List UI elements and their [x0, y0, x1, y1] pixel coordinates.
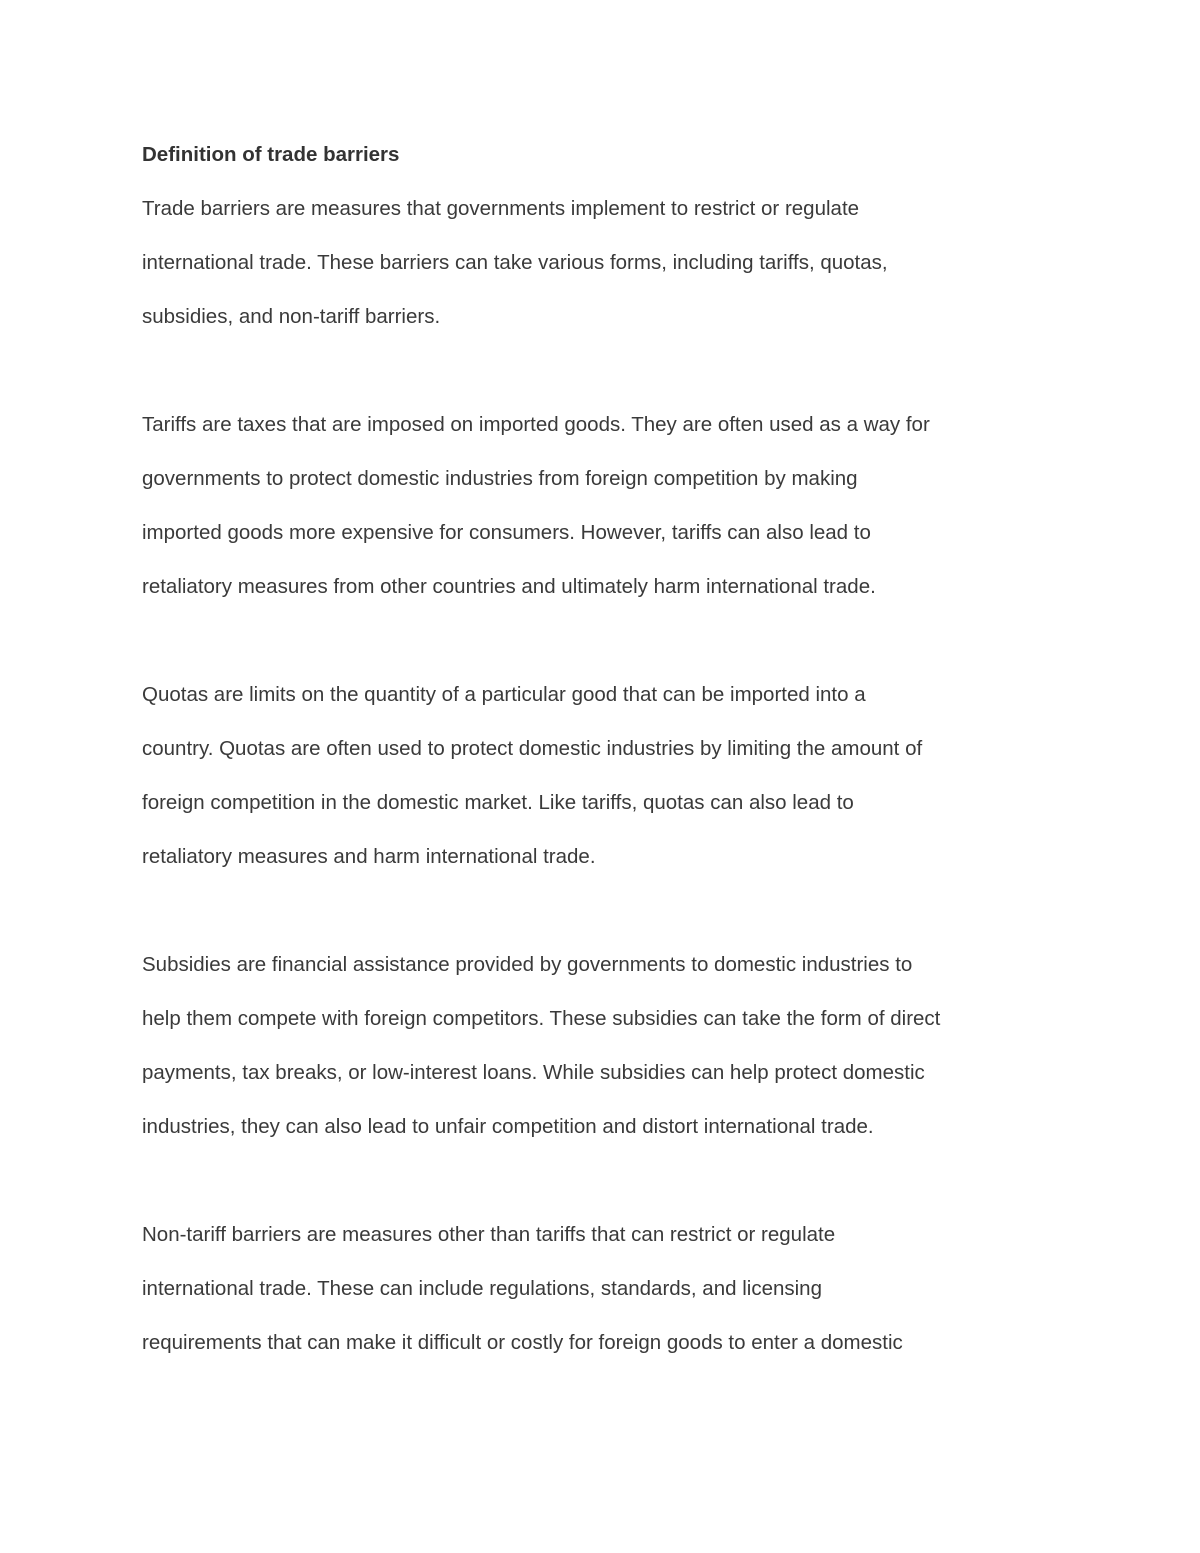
paragraph-line: foreign competition in the domestic market. Like tariffs, quotas can also lead to	[142, 791, 854, 814]
paragraph-line: help them compete with foreign competitors. These subsidies can take the form of direct	[142, 1007, 941, 1030]
document-body	[142, 128, 1072, 1370]
paragraph-line: Subsidies are financial assistance provided by governments to domestic industries to	[142, 953, 913, 976]
paragraph-quotas	[142, 668, 1072, 884]
paragraph-definition	[142, 182, 1072, 344]
paragraph-line: subsidies, and non-tariff barriers.	[142, 305, 441, 328]
paragraph-line: Tariffs are taxes that are imposed on imported goods. They are often used as a way for	[142, 413, 930, 436]
paragraph-subsidies	[142, 938, 1072, 1154]
document-title: Definition of trade barriers	[142, 143, 400, 166]
paragraph-line: Trade barriers are measures that governments implement to restrict or regulate	[142, 197, 860, 220]
paragraph-line: international trade. These barriers can take various forms, including tariffs, quotas,	[142, 251, 888, 274]
paragraph-line: international trade. These can include regulations, standards, and licensing	[142, 1277, 822, 1300]
paragraph-tariffs	[142, 398, 1072, 614]
paragraph-spacer	[142, 344, 1072, 398]
paragraph-line: Non-tariff barriers are measures other than tariffs that can restrict or regulate	[142, 1223, 836, 1246]
paragraph-spacer	[142, 1154, 1072, 1208]
paragraph-line: imported goods more expensive for consumers. However, tariffs can also lead to	[142, 521, 871, 544]
paragraph-spacer	[142, 614, 1072, 668]
paragraph-non-tariff-barriers	[142, 1208, 1072, 1370]
paragraph-line: country. Quotas are often used to protect domestic industries by limiting the amount of	[142, 737, 923, 760]
paragraph-line: governments to protect domestic industries from foreign competition by making	[142, 467, 858, 490]
paragraph-line: Quotas are limits on the quantity of a particular good that can be imported into a	[142, 683, 866, 706]
paragraph-spacer	[142, 884, 1072, 938]
paragraph-line: industries, they can also lead to unfair competition and distort international trade.	[142, 1115, 874, 1138]
paragraph-line: retaliatory measures and harm international trade.	[142, 845, 596, 868]
paragraph-line: requirements that can make it difficult or costly for foreign goods to enter a domestic	[142, 1331, 903, 1354]
paragraph-line: retaliatory measures from other countries and ultimately harm international trade.	[142, 575, 876, 598]
paragraph-line: payments, tax breaks, or low-interest loans. While subsidies can help protect domestic	[142, 1061, 925, 1084]
